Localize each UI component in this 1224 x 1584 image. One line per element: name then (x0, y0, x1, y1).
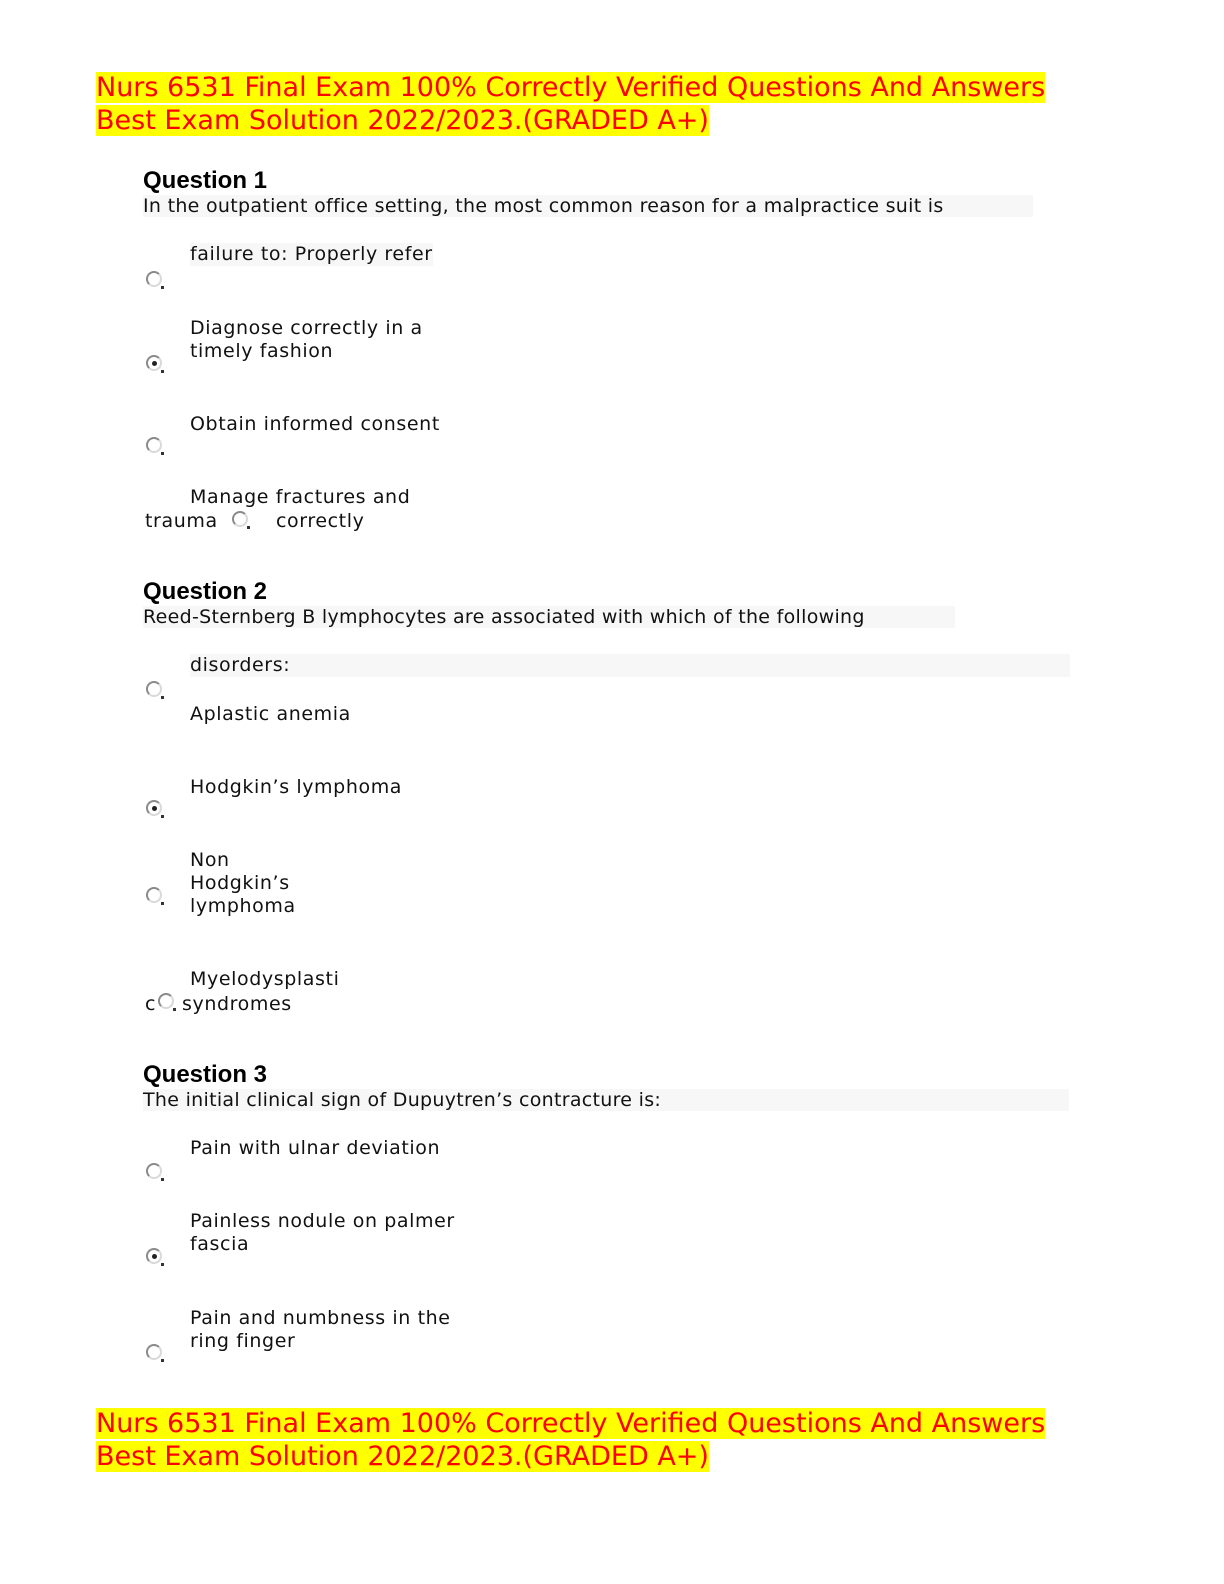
q2-option-4-label-line-1: Myelodysplasti (190, 968, 340, 990)
question-1-heading: Question 1 (143, 167, 268, 194)
footer-banner-line-1: Nurs 6531 Final Exam 100% Correctly Verified Questions And Answers (96, 1408, 1046, 1439)
banner-line-1: Nurs 6531 Final Exam 100% Correctly Verified Questions And Answers (96, 72, 1046, 103)
question-2-text-cont: disorders: (190, 654, 1070, 677)
banner-line-2: Best Exam Solution 2022/2023.(GRADED A+) (96, 105, 709, 136)
question-3-text: The initial clinical sign of Dupuytren’s contracture is: (143, 1089, 1069, 1111)
q2-option-1-radio[interactable] (146, 681, 162, 697)
question-2-heading: Question 2 (143, 578, 268, 605)
q1-option-4-radio[interactable] (232, 511, 248, 527)
q2-option-3-label: Non Hodgkin’s lymphoma (190, 849, 296, 917)
q2-option-2-label: Hodgkin’s lymphoma (190, 776, 403, 798)
q3-option-1-radio[interactable] (146, 1163, 162, 1179)
q1-option-1-label: failure to: Properly refer (190, 243, 433, 265)
q3-option-2-radio[interactable] (146, 1248, 162, 1264)
document-footer-banner (96, 1407, 1096, 1473)
question-1-text: In the outpatient office setting, the most common reason for a malpractice suit is (143, 195, 1033, 217)
q2-option-4-radio[interactable] (158, 993, 174, 1009)
q3-option-3-radio[interactable] (146, 1344, 162, 1360)
q3-option-3-label: Pain and numbness in the ring finger (190, 1307, 451, 1352)
question-3-heading: Question 3 (143, 1061, 268, 1088)
q2-option-2-radio[interactable] (146, 800, 162, 816)
q3-option-2-label: Painless nodule on palmer fascia (190, 1210, 455, 1255)
footer-banner-line-2: Best Exam Solution 2022/2023.(GRADED A+) (96, 1441, 709, 1472)
document-title-banner (96, 71, 1096, 137)
q1-option-3-label: Obtain informed consent (190, 413, 440, 435)
q1-option-4-label-line-3: correctly (276, 510, 365, 532)
q2-option-4-label-line-2: c (145, 993, 157, 1015)
q1-option-3-radio[interactable] (146, 437, 162, 453)
q2-option-1-label: Aplastic anemia (190, 703, 351, 725)
q1-option-4-label-line-1: Manage fractures and (190, 486, 411, 508)
q2-option-3-radio[interactable] (146, 887, 162, 903)
q2-option-4-label-line-3: syndromes (182, 993, 292, 1015)
q1-option-2-label: Diagnose correctly in a timely fashion (190, 317, 423, 362)
q1-option-2-radio[interactable] (146, 355, 162, 371)
q1-option-1-radio[interactable] (146, 271, 162, 287)
question-2-text: Reed-Sternberg B lymphocytes are associated with which of the following (143, 606, 955, 628)
q1-option-4-label-line-2: trauma (145, 510, 218, 532)
q3-option-1-label: Pain with ulnar deviation (190, 1137, 441, 1159)
